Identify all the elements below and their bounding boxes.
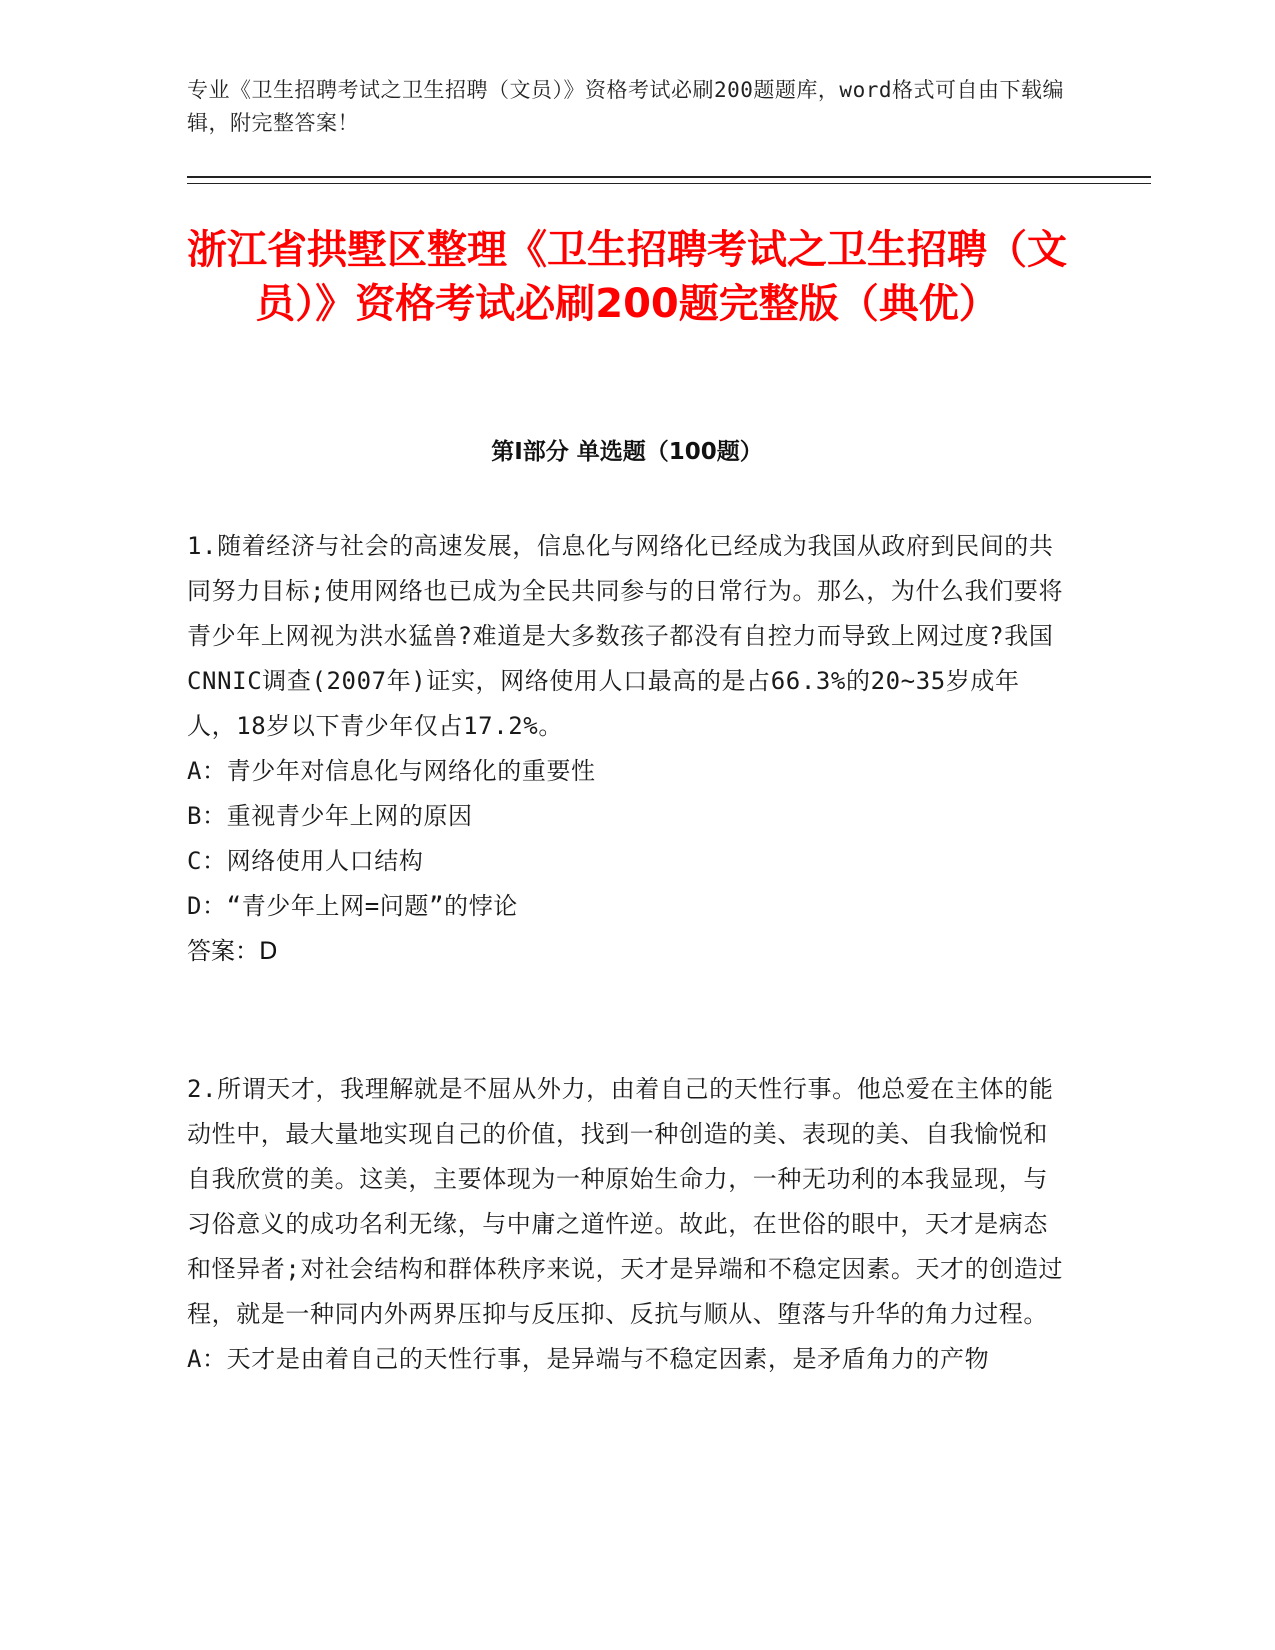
question-1 [187,524,1067,974]
option-c: C：网络使用人口结构 [187,847,424,875]
answer: 答案：D [187,937,278,965]
option-a: A：天才是由着自己的天性行事，是异端与不稳定因素，是矛盾角力的产物 [187,1345,990,1373]
question-stem: 2.所谓天才，我理解就是不屈从外力，由着自己的天性行事。他总爱在主体的能动性中，最大量地实现自己的价值，找到一种创造的美、表现的美、自我愉悦和自我欣赏的美。这美，主要体现为一种原始生命力，一种无功利的本我显现，与习俗意义的成功名利无缘，与中庸之道忤逆。故此，在世俗的眼中，天才是病态和怪异者;对社会结构和群体秩序来说，天才是异端和不稳定因素。天才的创造过程，就是一种同内外两界压抑与反压抑、反抗与顺从、堕落与升华的角力过程。 [187,1075,1064,1328]
section-heading: 第I部分 单选题（100题） [491,439,763,465]
option-d: D：“青少年上网=问题”的悖论 [187,892,518,920]
option-a: A：青少年对信息化与网络化的重要性 [187,757,596,785]
header-divider-thin [187,183,1151,184]
question-stem: 1.随着经济与社会的高速发展，信息化与网络化已经成为我国从政府到民间的共同努力目标;使用网络也已成为全民共同参与的日常行为。那么，为什么我们要将青少年上网视为洪水猛兽?难道是大多数孩子都没有自控力而导致上网过度?我国CNNIC调查(2007年)证实，网络使用人口最高的是占66.3%的20~35岁成年人，18岁以下青少年仅占17.2%。 [187,532,1064,740]
header-note: 专业《卫生招聘考试之卫生招聘（文员）》资格考试必刷200题题库，word格式可自由下载编辑，附完整答案！ [187,78,1064,135]
option-b: B：重视青少年上网的原因 [187,802,473,830]
document-title: 浙江省拱墅区整理《卫生招聘考试之卫生招聘（文员）》资格考试必刷200题完整版（典优） [187,227,1067,327]
question-2 [187,1067,1067,1382]
header-divider-thick [187,176,1151,178]
